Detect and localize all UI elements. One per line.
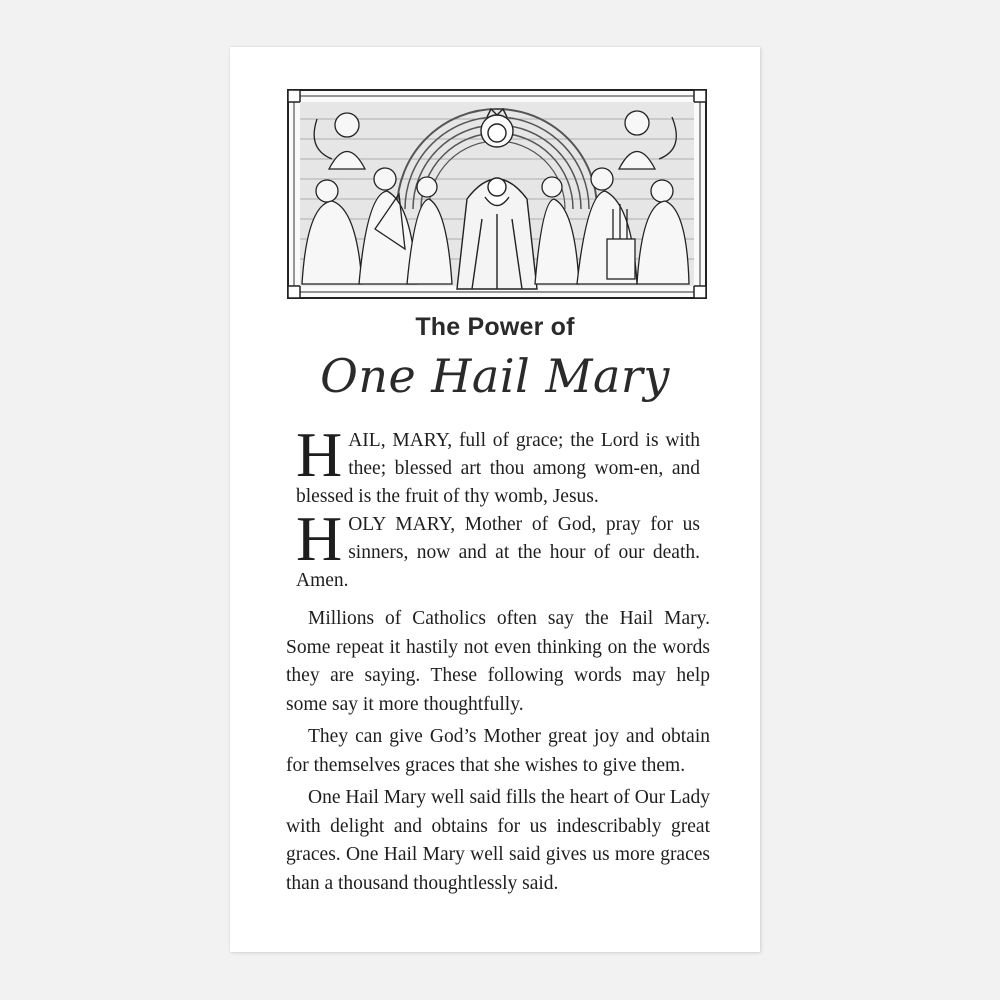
title-the-power-of: The Power of	[415, 313, 575, 341]
madonna-and-angels-engraving	[287, 89, 707, 299]
prayer-paragraph	[296, 419, 700, 511]
body-paragraph: One Hail Mary well said fills the heart of Our Lady with delight and obtains for us indescribably great graces. One Hail Mary well said gives us more graces than a thousand thoughtlessly said.	[286, 787, 710, 894]
body-paragraph: Millions of Catholics often say the Hail Mary. Some repeat it hastily not even thinking on the words they are saying. These following words may help some say it more thoughtfully.	[286, 608, 710, 715]
body-paragraph: They can give God’s Mother great joy and obtain for themselves graces that she wishes to give them.	[286, 726, 710, 776]
dropcap: H	[296, 419, 343, 490]
reflection-text	[286, 605, 710, 902]
prayer-paragraph	[296, 503, 700, 595]
title-one-hail-mary: One Hail Mary	[320, 349, 670, 403]
dropcap: H	[296, 503, 343, 574]
prayer-text: OLY MARY, Mother of God, pray for us sinners, now and at the hour of our death. Amen.	[296, 514, 700, 591]
prayer-text: AIL, MARY, full of grace; the Lord is with thee; blessed art thou among wom-en, and blessed is the fruit of thy womb, Jesus.	[296, 430, 700, 507]
hail-mary-prayer	[296, 419, 700, 595]
prayer-card	[230, 47, 760, 952]
